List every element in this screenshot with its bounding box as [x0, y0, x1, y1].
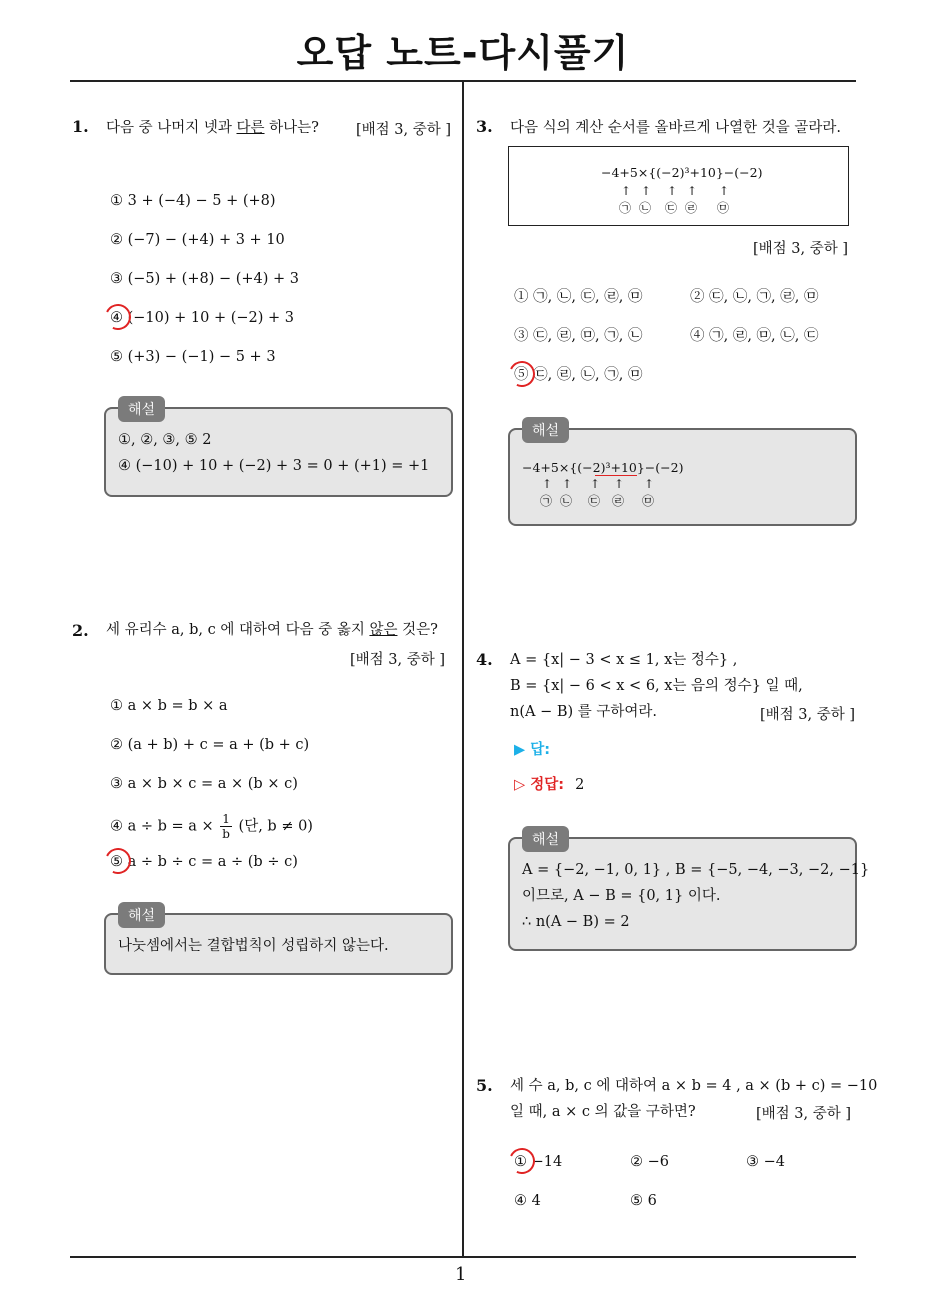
option-2[interactable]: ② −6	[630, 1154, 669, 1170]
arrow-icon: ↑	[621, 184, 632, 198]
question-number: 5.	[476, 1076, 493, 1095]
option-4-condition: (단, b ≠ 0)	[238, 818, 313, 835]
option-3[interactable]: ③ ㉢, ㉣, ㉤, ㉠, ㉡	[514, 328, 643, 344]
arrow-icon: ↑	[542, 477, 553, 491]
explanation-tag: 해설	[522, 417, 569, 443]
explanation-tag: 해설	[118, 396, 165, 422]
question-number: 4.	[476, 650, 493, 669]
expression-box	[508, 146, 849, 226]
arrow-icon: ↑	[614, 477, 625, 491]
score-meta: [배점 3, 중하 ]	[350, 652, 446, 668]
option-5[interactable]: ⑤ a ÷ b ÷ c = a ÷ (b ÷ c)	[110, 854, 298, 870]
score-meta: [배점 3, 중하 ]	[753, 241, 849, 257]
footer-rule	[70, 1256, 856, 1258]
explanation-line: ④ (−10) + 10 + (−2) + 3 = 0 + (+1) = +1	[118, 458, 430, 474]
column-divider	[462, 82, 464, 1258]
question-text-line: A = {x| − 3 < x ≤ 1, x는 정수} ,	[510, 652, 738, 668]
order-label: ㉤	[642, 494, 655, 508]
order-label: ㉡	[560, 494, 573, 508]
option-1[interactable]: ① 3 + (−4) − 5 + (+8)	[110, 193, 276, 209]
fraction-denominator: b	[222, 827, 230, 841]
arrow-icon: ↑	[644, 477, 655, 491]
answer-label: ▶ 답:	[514, 742, 551, 758]
page-number: 1	[455, 1264, 467, 1285]
explanation-line: ①, ②, ③, ⑤ 2	[118, 432, 212, 448]
question-text-part: 것은?	[397, 622, 438, 638]
score-meta: [배점 3, 중하 ]	[756, 1106, 852, 1122]
highlight-underline	[595, 475, 637, 476]
option-2[interactable]: ② (a + b) + c = a + (b + c)	[110, 737, 310, 753]
option-4[interactable]: ④ ㉠, ㉣, ㉤, ㉡, ㉢	[690, 328, 819, 344]
option-4-text: ④ a ÷ b = a ×	[110, 818, 214, 835]
order-label: ㉤	[717, 201, 730, 215]
question-text-line: B = {x| − 6 < x < 6, x는 음의 정수} 일 때,	[510, 678, 803, 694]
question-number: 3.	[476, 117, 493, 136]
expression: −4+5×{(−2)³+10}−(−2)	[601, 165, 763, 180]
question-text-line: 일 때, a × c 의 값을 구하면?	[510, 1104, 696, 1120]
option-5[interactable]: ⑤ ㉢, ㉣, ㉡, ㉠, ㉤	[514, 367, 643, 383]
correct-answer-label: ▷ 정답:	[514, 777, 565, 793]
arrow-icon: ↑	[641, 184, 652, 198]
question-text: 다음 식의 계산 순서를 올바르게 나열한 것을 골라라.	[510, 120, 842, 136]
arrow-icon: ↑	[687, 184, 698, 198]
explanation-line: ∴ n(A − B) = 2	[522, 914, 630, 930]
option-2[interactable]: ② (−7) − (+4) + 3 + 10	[110, 232, 285, 248]
fraction-numerator: 1	[222, 812, 230, 826]
option-3[interactable]: ③ −4	[746, 1154, 785, 1170]
explanation-line: 이므로, A − B = {0, 1} 이다.	[522, 888, 721, 904]
arrow-icon: ↑	[719, 184, 730, 198]
order-label: ㉣	[685, 201, 698, 215]
question-number: 2.	[72, 621, 89, 640]
order-label: ㉣	[612, 494, 625, 508]
question-text	[106, 617, 438, 643]
explanation-expression: −4+5×{(−2)³+10}−(−2)	[522, 460, 684, 475]
question-emphasis: 다른	[236, 120, 265, 136]
option-1[interactable]: ① −14	[514, 1154, 563, 1170]
option-4[interactable]: ④ (−10) + 10 + (−2) + 3	[110, 310, 294, 326]
arrow-icon: ↑	[667, 184, 678, 198]
option-2[interactable]: ② ㉢, ㉡, ㉠, ㉣, ㉤	[690, 289, 819, 305]
option-5[interactable]: ⑤ 6	[630, 1193, 657, 1209]
correct-answer	[514, 773, 584, 794]
order-label: ㉢	[665, 201, 678, 215]
correct-answer-value: 2	[575, 777, 585, 793]
order-label: ㉠	[619, 201, 632, 215]
order-label: ㉢	[588, 494, 601, 508]
explanation-line: 나눗셈에서는 결합법칙이 성립하지 않는다.	[118, 938, 389, 954]
page-title: 오답 노트-다시풀기	[296, 31, 630, 75]
option-1[interactable]: ① a × b = b × a	[110, 698, 228, 714]
explanation-line: A = {−2, −1, 0, 1} , B = {−5, −4, −3, −2, −1}	[522, 862, 870, 878]
question-text-line: n(A − B) 를 구하여라.	[510, 704, 658, 720]
order-label: ㉠	[540, 494, 553, 508]
option-4[interactable]	[110, 812, 313, 840]
arrow-icon: ↑	[562, 477, 573, 491]
question-text-part: 하나는?	[264, 120, 319, 136]
question-text-part: 세 유리수 a, b, c 에 대하여 다음 중 옳지	[106, 622, 370, 638]
option-1[interactable]: ① ㉠, ㉡, ㉢, ㉣, ㉤	[514, 289, 643, 305]
score-meta: [배점 3, 중하 ]	[760, 707, 856, 723]
score-meta: [배점 3, 중하 ]	[356, 122, 452, 138]
option-4[interactable]: ④ 4	[514, 1193, 541, 1209]
option-3[interactable]: ③ (−5) + (+8) − (+4) + 3	[110, 271, 300, 287]
explanation-box	[508, 837, 870, 951]
option-3[interactable]: ③ a × b × c = a × (b × c)	[110, 776, 298, 792]
order-label: ㉡	[639, 201, 652, 215]
arrow-icon: ↑	[590, 477, 601, 491]
question-text	[106, 115, 319, 141]
question-text-part: 다음 중 나머지 넷과	[106, 120, 237, 136]
explanation-tag: 해설	[118, 902, 165, 928]
question-text-line: 세 수 a, b, c 에 대하여 a × b = 4 , a × (b + c) = −10	[510, 1078, 878, 1094]
fraction	[220, 812, 232, 841]
option-5[interactable]: ⑤ (+3) − (−1) − 5 + 3	[110, 349, 276, 365]
explanation-tag: 해설	[522, 826, 569, 852]
question-number: 1.	[72, 117, 89, 136]
question-emphasis: 않은	[369, 622, 398, 638]
